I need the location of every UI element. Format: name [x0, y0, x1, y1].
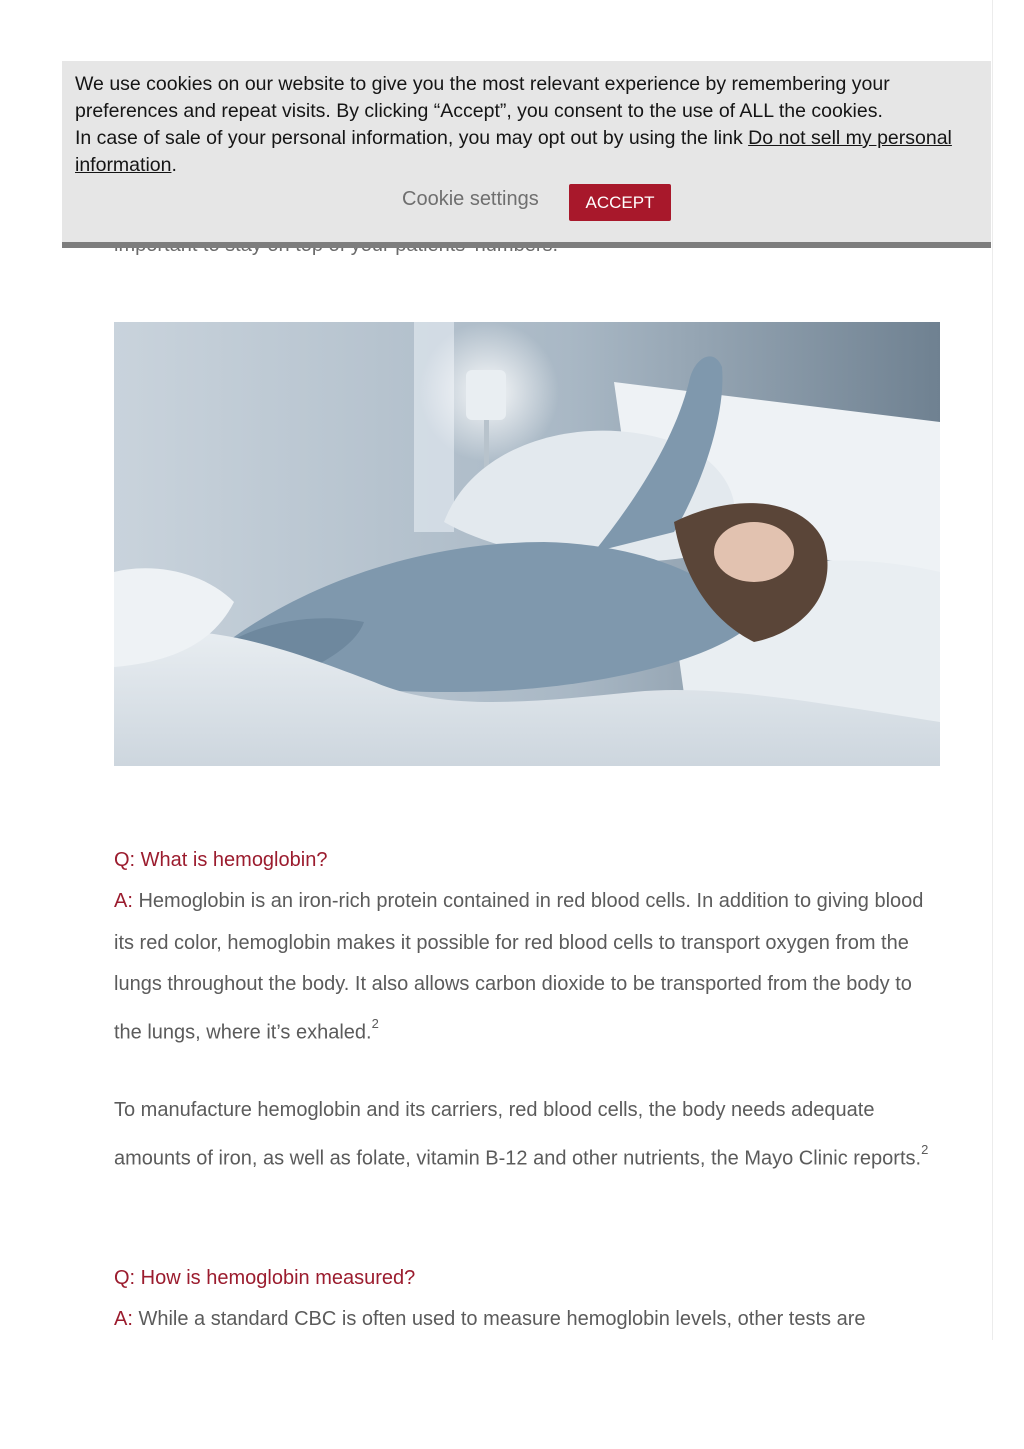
answer-text: Hemoglobin is an iron-rich protein contained in red blood cells. In addition to giving blood its red color, hemoglobin makes it possible for red blood cells to transport oxygen from the lungs throughout the body. It also allows carbon dioxide to be transported from the body to the lungs, where it’s exhaled. — [114, 890, 924, 1044]
answer-hemoglobin — [114, 881, 944, 1054]
cookie-consent-text: We use cookies on our website to give you the most relevant experience by remembering your preferences and repeat visits. By clicking “Accept”, you consent to the use of ALL the cookies. — [75, 73, 890, 122]
paragraph-manufacture — [114, 1090, 944, 1180]
do-not-sell-link[interactable]: Do not sell my personal information — [75, 127, 952, 176]
answer-lead: A: — [114, 1308, 133, 1330]
answer-text: While a standard CBC is often used to measure hemoglobin levels, other tests are — [132, 1308, 866, 1330]
answer-measured — [114, 1299, 944, 1341]
cookie-banner — [62, 61, 991, 248]
cookie-message — [75, 71, 980, 179]
hero-illustration — [114, 322, 940, 766]
footnote-ref[interactable]: 2 — [921, 1141, 929, 1157]
footnote-ref[interactable]: 2 — [371, 1015, 379, 1031]
cookie-optout-text: In case of sale of your personal information, you may opt out by using the link — [75, 127, 749, 149]
accept-button[interactable]: ACCEPT — [569, 184, 671, 221]
question-hemoglobin: Q: What is hemoglobin? — [114, 849, 328, 871]
question-measured: Q: How is hemoglobin measured? — [114, 1267, 416, 1289]
answer-lead: A: — [114, 890, 133, 912]
cookie-settings-button[interactable]: Cookie settings — [402, 188, 539, 210]
hero-image — [114, 322, 940, 766]
cookie-optout-suffix: . — [171, 154, 177, 176]
paragraph-text: To manufacture hemoglobin and its carriers, red blood cells, the body needs adequate amounts of iron, as well as folate, vitamin B-12 and other nutrients, the Mayo Clinic reports. — [114, 1099, 922, 1170]
